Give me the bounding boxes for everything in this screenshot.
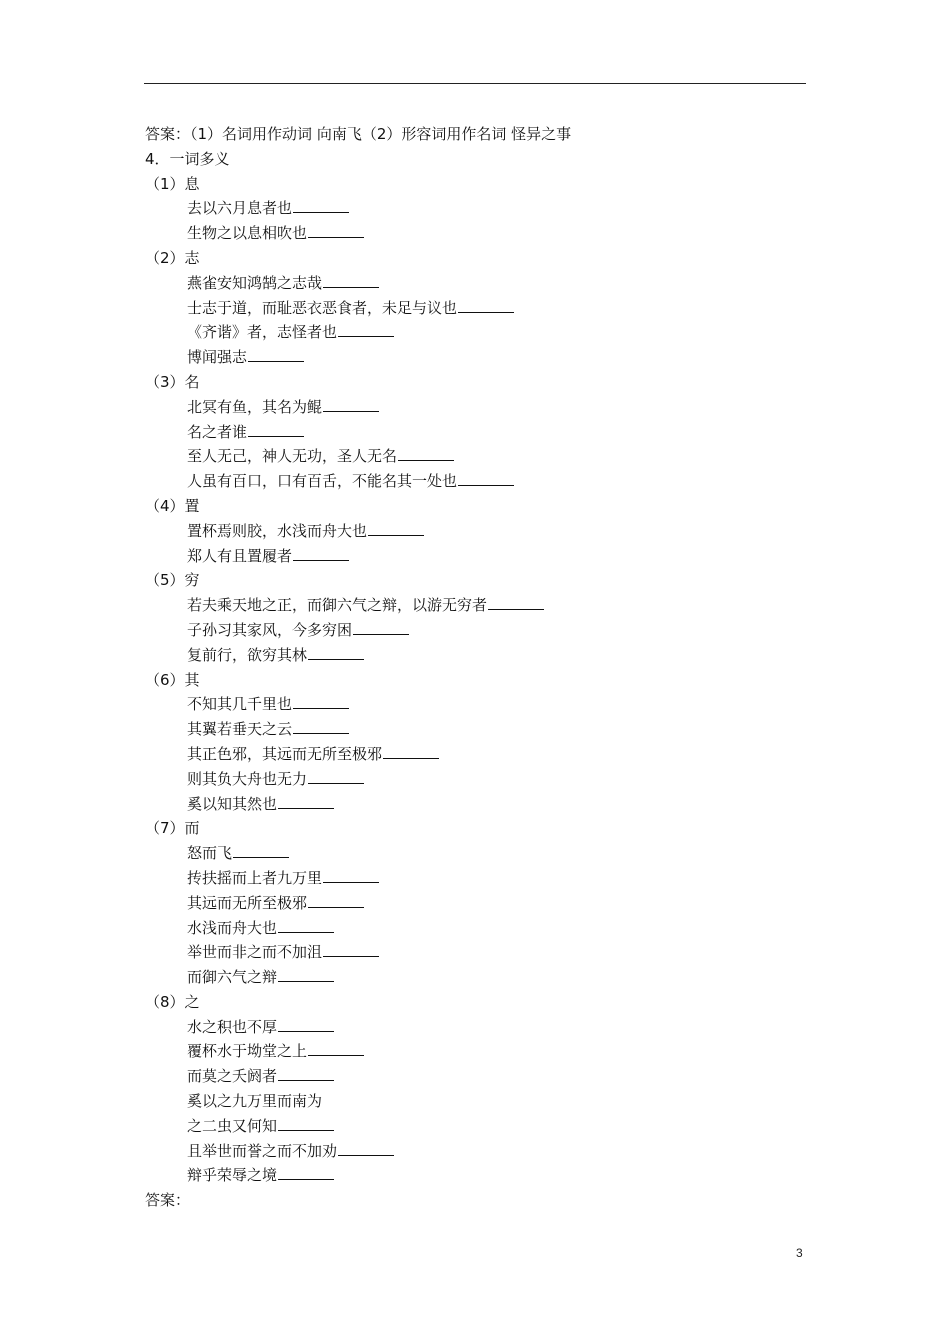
exercise-sentence: 若夫乘天地之正，而御六气之辩，以游无穷者 — [187, 596, 488, 615]
exercise-sentence: 其翼若垂天之云 — [187, 720, 293, 739]
answer-blank[interactable] — [308, 1055, 364, 1056]
exercise-item — [145, 940, 825, 965]
exercise-sentence: 水浅而舟大也 — [187, 918, 278, 937]
exercise-sentence: 博闻强志 — [187, 348, 248, 367]
group-label: （8）之 — [145, 992, 200, 1011]
exercise-sentence: 复前行，欲穷其林 — [187, 645, 308, 664]
answer-blank[interactable] — [368, 535, 424, 536]
group-label: （1）息 — [145, 174, 200, 193]
exercise-sentence: 且举世而誉之而不加劝 — [187, 1141, 338, 1160]
answer-blank[interactable] — [308, 907, 364, 908]
exercise-item — [145, 271, 825, 296]
exercise-sentence: 子孙习其家风，今多穷困 — [187, 620, 353, 639]
answer-blank[interactable] — [458, 485, 514, 486]
exercise-item — [145, 1114, 825, 1139]
answer-blank[interactable] — [353, 634, 409, 635]
exercise-sentence: 北冥有鱼，其名为鲲 — [187, 397, 323, 416]
exercise-item — [145, 395, 825, 420]
answer-blank[interactable] — [278, 1031, 334, 1032]
header-rule — [144, 83, 806, 84]
exercise-item — [145, 965, 825, 990]
answer-blank[interactable] — [308, 237, 364, 238]
answer-blank[interactable] — [278, 1080, 334, 1081]
answer-blank[interactable] — [293, 212, 349, 213]
exercise-item — [145, 1163, 825, 1188]
exercise-item — [145, 1139, 825, 1164]
word-groups — [145, 172, 825, 1189]
exercise-sentence: 其远而无所至极邪 — [187, 893, 308, 912]
exercise-item — [145, 841, 825, 866]
group-label: （3）名 — [145, 372, 200, 391]
group-label: （6）其 — [145, 670, 200, 689]
exercise-item — [145, 1039, 825, 1064]
answer-blank[interactable] — [278, 1179, 334, 1180]
answer-blank[interactable] — [308, 783, 364, 784]
answer-blank[interactable] — [293, 560, 349, 561]
exercise-sentence: 举世而非之而不加沮 — [187, 943, 323, 962]
answer-blank[interactable] — [323, 287, 379, 288]
exercise-sentence: 则其负大舟也无力 — [187, 769, 308, 788]
exercise-sentence: 名之者谁 — [187, 422, 248, 441]
exercise-item — [145, 767, 825, 792]
exercise-sentence: 燕雀安知鸿鹄之志哉 — [187, 273, 323, 292]
answer-blank[interactable] — [383, 758, 439, 759]
answer-blank[interactable] — [278, 808, 334, 809]
group-label: （4）置 — [145, 496, 200, 515]
page-number: 3 — [796, 1246, 803, 1260]
exercise-item — [145, 469, 825, 494]
answer-blank[interactable] — [323, 956, 379, 957]
exercise-sentence: 之二虫又何知 — [187, 1116, 278, 1135]
exercise-item — [145, 221, 825, 246]
exercise-item — [145, 717, 825, 742]
exercise-item — [145, 792, 825, 817]
exercise-item — [145, 866, 825, 891]
group-label: （5）穷 — [145, 571, 200, 590]
section-title: 4．一词多义 — [145, 149, 230, 168]
document-content — [145, 122, 825, 1213]
answer-blank[interactable] — [278, 981, 334, 982]
answer-blank[interactable] — [278, 932, 334, 933]
exercise-item — [145, 618, 825, 643]
answer-blank[interactable] — [338, 1155, 394, 1156]
exercise-item — [145, 420, 825, 445]
exercise-item — [145, 196, 825, 221]
exercise-sentence: 郑人有且置履者 — [187, 546, 293, 565]
answer-blank[interactable] — [488, 609, 544, 610]
answer-blank[interactable] — [293, 733, 349, 734]
answer-blank[interactable] — [308, 659, 364, 660]
answer-blank[interactable] — [398, 460, 454, 461]
answer-blank[interactable] — [338, 336, 394, 337]
exercise-item — [145, 444, 825, 469]
exercise-item — [145, 593, 825, 618]
answer-blank[interactable] — [293, 708, 349, 709]
exercise-sentence: 去以六月息者也 — [187, 199, 293, 218]
exercise-sentence: 置杯焉则胶，水浅而舟大也 — [187, 521, 368, 540]
exercise-item — [145, 1015, 825, 1040]
exercise-sentence: 其正色邪，其远而无所至极邪 — [187, 744, 383, 763]
exercise-sentence: 奚以知其然也 — [187, 794, 278, 813]
exercise-item — [145, 916, 825, 941]
exercise-sentence: 士志于道，而耻恶衣恶食者，未足与议也 — [187, 298, 458, 317]
answer-blank[interactable] — [248, 361, 304, 362]
group-label: （7）而 — [145, 819, 200, 838]
exercise-sentence: 而莫之夭阏者 — [187, 1067, 278, 1086]
group-label: （2）志 — [145, 248, 200, 267]
exercise-sentence: 人虽有百口，口有百舌，不能名其一处也 — [187, 472, 458, 491]
exercise-sentence: 水之积也不厚 — [187, 1017, 278, 1036]
exercise-sentence: 而御六气之辩 — [187, 968, 278, 987]
answer-blank[interactable] — [323, 411, 379, 412]
answer-blank[interactable] — [323, 882, 379, 883]
exercise-sentence: 覆杯水于坳堂之上 — [187, 1042, 308, 1061]
exercise-sentence: 怒而飞 — [187, 844, 233, 863]
answer-blank[interactable] — [458, 312, 514, 313]
exercise-item — [145, 742, 825, 767]
exercise-item — [145, 519, 825, 544]
exercise-item — [145, 1089, 825, 1114]
exercise-sentence: 至人无己，神人无功，圣人无名 — [187, 447, 398, 466]
answer-blank[interactable] — [233, 857, 289, 858]
exercise-item — [145, 320, 825, 345]
exercise-sentence: 生物之以息相吹也 — [187, 224, 308, 243]
answer-intro: 答案：（1）名词用作动词 向南飞（2）形容词用作名词 怪异之事 — [145, 125, 572, 143]
exercise-sentence: 《齐谐》者，志怪者也 — [187, 323, 338, 342]
exercise-sentence: 不知其几千里也 — [187, 695, 293, 714]
answer-label: 答案： — [145, 1191, 191, 1210]
exercise-item — [145, 296, 825, 321]
answer-blank[interactable] — [248, 436, 304, 437]
exercise-item — [145, 891, 825, 916]
exercise-item — [145, 643, 825, 668]
exercise-sentence: 抟扶摇而上者九万里 — [187, 868, 323, 887]
exercise-sentence: 辩乎荣辱之境 — [187, 1166, 278, 1185]
answer-blank[interactable] — [278, 1130, 334, 1131]
exercise-sentence: 奚以之九万里而南为 — [187, 1092, 323, 1111]
exercise-item — [145, 692, 825, 717]
exercise-item — [145, 345, 825, 370]
exercise-item — [145, 544, 825, 569]
exercise-item — [145, 1064, 825, 1089]
